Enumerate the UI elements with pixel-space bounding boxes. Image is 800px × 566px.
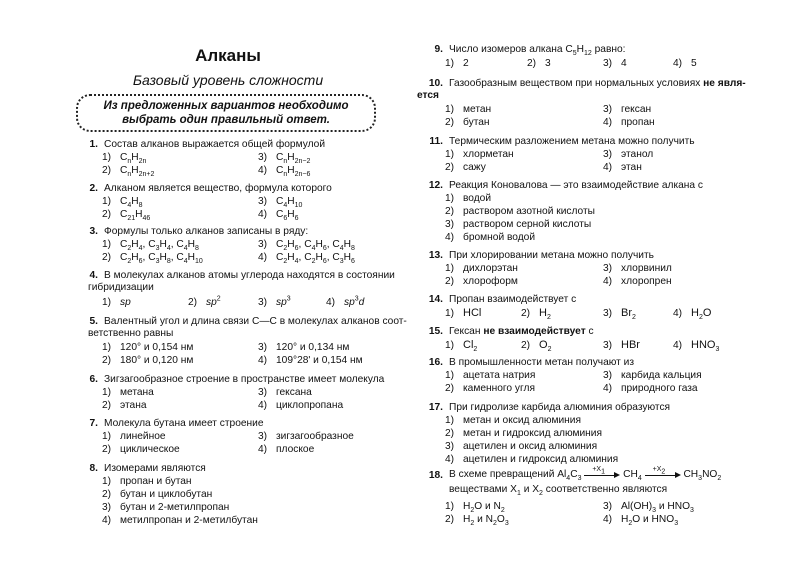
option-4 [603, 162, 642, 174]
option-2: 2) $O_2$ [521, 339, 552, 354]
option-label: 1) [445, 104, 455, 115]
option-label: 4) [673, 58, 683, 69]
option-value: хлорвинил [621, 263, 672, 274]
option-1: 1) $C_4H_8$ [102, 196, 143, 210]
option-2 [445, 206, 595, 218]
option-label: 1) [102, 297, 112, 308]
option-label: 1) [102, 342, 112, 353]
option-value: 5 [691, 58, 697, 69]
option-4: 4) $C_6H_6$ [258, 209, 299, 223]
question-text: Формулы только алканов записаны в ряду: [104, 226, 309, 237]
option-value: хлоропрен [621, 276, 672, 287]
question-text: Термическим разложением метана можно получить [449, 136, 695, 147]
question-text: При гидролизе карбида алюминия образуются [449, 402, 671, 413]
option-label: 3) [445, 219, 455, 230]
option-label: 1) [102, 387, 112, 398]
question-text-part: соответственно являются [545, 484, 668, 495]
question-14 [417, 294, 735, 322]
question-number: 9. [434, 44, 443, 55]
option-2 [445, 383, 535, 395]
option-1 [445, 263, 518, 275]
option-label: 1) [102, 196, 112, 207]
option-2 [102, 489, 212, 501]
option-value: зигзагообразное [276, 431, 354, 442]
option-value: бутан и циклобутан [120, 489, 213, 500]
option-value: бромной водой [463, 232, 536, 243]
instruction-line-1: Из предложенных вариантов необходимо [103, 100, 349, 112]
option-value: природного газа [621, 383, 698, 394]
question-text-continued: ветственно равны [88, 328, 174, 339]
question-13 [417, 250, 735, 290]
option-value: хлороформ [463, 276, 518, 287]
option-label: 4) [673, 308, 683, 319]
question-text [449, 78, 746, 91]
option-label: 4) [258, 165, 268, 176]
option-value: циклопропана [276, 400, 344, 411]
option-3: 3) $sp^3$ [258, 295, 291, 308]
question-number: 8. [89, 463, 98, 474]
option-label: 2) [102, 489, 112, 500]
option-value: ацетилен и гидроксид алюминия [463, 454, 619, 465]
question-text-part: и X [523, 484, 540, 495]
option-2: 2) $H_2$ [521, 307, 551, 322]
page-title: Алканы [195, 46, 261, 65]
option-3 [258, 431, 354, 443]
option-value: 180° и 0,120 нм [120, 355, 194, 366]
option-2 [445, 162, 486, 174]
option-label: 2) [188, 297, 198, 308]
option-value: бутан и 2-метилпропан [120, 502, 230, 513]
question-17 [417, 402, 735, 466]
option-4 [445, 232, 535, 244]
option-label: 4) [258, 252, 268, 263]
option-3 [603, 339, 640, 352]
option-2 [102, 444, 180, 456]
option-value: метан и гидроксид алюминия [463, 428, 603, 439]
option-label: 2) [445, 162, 455, 173]
option-label: 4) [603, 514, 613, 525]
option-label: 4) [258, 400, 268, 411]
option-4: 4) $C_nH_{2n-6}$ [258, 165, 311, 179]
question-number: 11. [429, 136, 443, 147]
question-text: Валентный угол и длина связи С—С в молекулах алканов соот- [104, 316, 407, 327]
option-label: 2) [102, 165, 112, 176]
question-number: 6. [89, 374, 98, 385]
option-2 [445, 276, 518, 288]
option-4 [102, 515, 258, 527]
question-text-end: с [588, 326, 594, 337]
question-text-end: равно: [594, 44, 626, 55]
option-label: 3) [603, 340, 613, 351]
question-text-part: Гексан [449, 326, 481, 337]
option-value: бутан [463, 117, 490, 128]
question-text: Число изомеров алкана $C_5H_{12}$ равно: [449, 44, 626, 58]
page-subtitle: Базовый уровень сложности [132, 72, 324, 88]
option-label: 4) [258, 355, 268, 366]
option-label: 1) [102, 431, 112, 442]
option-1 [102, 297, 131, 309]
question-18 [417, 466, 735, 542]
option-3 [603, 104, 651, 116]
option-3: 3) $C_2H_6$, $C_4H_6$, $C_4H_8$ [258, 239, 355, 253]
option-4 [603, 117, 655, 129]
option-3 [258, 387, 312, 399]
option-label: 4) [445, 454, 455, 465]
option-value: HBr [621, 339, 640, 351]
option-3: 3) $C_4H_{10}$ [258, 196, 303, 210]
option-3 [603, 58, 627, 70]
question-text: Изомерами являются [104, 463, 206, 474]
option-label: 3) [258, 342, 268, 353]
option-label: 2) [445, 117, 455, 128]
question-number: 14. [428, 294, 443, 305]
option-value: ацетилен и оксид алюминия [463, 441, 598, 452]
question-10 [417, 78, 746, 130]
question-number: 7. [89, 418, 98, 429]
option-label: 3) [603, 308, 613, 319]
option-label: 4) [326, 297, 336, 308]
option-label: 3) [258, 196, 268, 207]
option-label: 3) [603, 149, 613, 160]
option-3 [603, 370, 702, 382]
option-2: 2) $H_2$ и $N_2O_3$ [445, 514, 509, 528]
question-text-emphasis: не явля- [703, 78, 746, 89]
option-3: 3) $C_nH_{2n-2}$ [258, 152, 311, 166]
option-2: 2) $C_nH_{2n+2}$ [102, 165, 155, 179]
option-label: 2) [102, 252, 112, 263]
option-label: 1) [102, 476, 112, 487]
question-text: В промышленности метан получают из [449, 357, 635, 368]
option-4: 4) $sp^3d$ [326, 295, 365, 308]
option-label: 1) [102, 239, 112, 250]
option-label: 4) [102, 515, 112, 526]
option-label: 1) [445, 501, 455, 512]
question-number: 13. [428, 250, 443, 261]
question-text-part: В схеме превращений [449, 469, 555, 480]
option-label: 2) [527, 58, 537, 69]
option-value: сажу [463, 162, 486, 173]
option-2 [527, 58, 551, 70]
question-1 [72, 139, 384, 179]
option-label: 1) [445, 58, 455, 69]
option-value: гексан [621, 104, 652, 115]
option-3 [445, 219, 591, 231]
option-value: HCl [463, 307, 482, 319]
option-1 [445, 193, 491, 205]
option-4 [603, 276, 672, 288]
option-value: пропан [621, 117, 655, 128]
option-2 [102, 355, 193, 367]
option-label: 2) [102, 209, 112, 220]
question-text-continued: ется [417, 90, 439, 101]
option-value: каменного угля [463, 383, 535, 394]
question-text: Алканом является вещество, формула которого [104, 183, 332, 194]
option-value: 4 [621, 58, 627, 69]
option-value: раствором серной кислоты [463, 219, 592, 230]
option-value: метан и оксид алюминия [463, 415, 581, 426]
option-label: 2) [445, 276, 455, 287]
option-1: 1) $H_2O$ и $N_2$ [445, 501, 505, 515]
option-label: 2) [445, 428, 455, 439]
option-label: 3) [603, 370, 613, 381]
option-label: 3) [258, 387, 268, 398]
option-2 [445, 428, 602, 440]
option-1: 1) $C_2H_4$, $C_3H_4$, $C_4H_8$ [102, 239, 199, 253]
option-label: 2) [521, 308, 531, 319]
question-11 [417, 136, 735, 176]
question-text: При хлорировании метана можно получить [449, 250, 654, 261]
question-3 [72, 226, 384, 266]
option-label: 1) [445, 308, 455, 319]
question-text: В молекулах алканов атомы углерода находятся в состоянии [104, 270, 395, 281]
question-12 [417, 180, 735, 244]
option-value: этанол [621, 149, 654, 160]
reaction-arrow-1: $+X_1$ [584, 469, 620, 479]
question-text-part: веществами X [449, 484, 517, 495]
option-label: 4) [603, 117, 613, 128]
question-text: Реакция Коновалова — это взаимодействие алкана с [449, 180, 704, 191]
option-label: 2) [521, 340, 531, 351]
question-number: 17. [428, 402, 443, 413]
option-4 [258, 355, 363, 367]
option-label: 1) [445, 415, 455, 426]
option-value: 109°28' и 0,154 нм [276, 355, 363, 366]
option-value: этан [621, 162, 642, 173]
option-1 [445, 370, 535, 382]
question-7 [72, 418, 384, 458]
option-2: 2) $sp^2$ [188, 295, 221, 308]
option-1 [445, 307, 481, 320]
option-label: 3) [603, 58, 613, 69]
option-4: 4) $H_2O$ и $HNO_3$ [603, 514, 679, 528]
option-3: 3) $Al(OH)_3$ и $HNO_3$ [603, 501, 694, 515]
question-16 [417, 357, 735, 397]
question-number: 5. [89, 316, 98, 327]
option-1 [102, 387, 154, 399]
option-label: 2) [445, 514, 455, 525]
option-label: 3) [102, 502, 112, 513]
option-4: 4) $C_2H_4$, $C_2H_6$, $C_3H_6$ [258, 252, 355, 266]
question-number: 2. [89, 183, 98, 194]
question-text: Зигзагообразное строение в пространстве имеет молекула [104, 374, 385, 385]
question-15 [417, 326, 735, 354]
question-5 [72, 316, 407, 368]
option-value: 120° и 0,134 нм [276, 342, 350, 353]
option-4 [258, 400, 343, 412]
question-number: 1. [89, 139, 98, 150]
option-value: sp [120, 297, 131, 308]
option-value: 3 [545, 58, 551, 69]
option-label: 3) [258, 297, 268, 308]
question-number: 4. [89, 270, 98, 281]
option-value: циклическое [120, 444, 180, 455]
option-label: 2) [445, 206, 455, 217]
instruction-line-2: выбрать один правильный ответ. [122, 114, 330, 126]
option-value: метан [463, 104, 492, 115]
option-1: 1) $Cl_2$ [445, 339, 478, 354]
option-label: 3) [603, 501, 613, 512]
option-1: 1) $C_nH_{2n}$ [102, 152, 147, 166]
option-value: карбида кальция [621, 370, 702, 381]
option-label: 3) [445, 441, 455, 452]
option-label: 2) [445, 383, 455, 394]
option-4 [258, 444, 314, 456]
option-label: 4) [258, 444, 268, 455]
option-1 [102, 431, 166, 443]
question-text: Состав алканов выражается общей формулой [104, 139, 326, 150]
question-text-part: Число изомеров алкана [449, 44, 563, 55]
question-text-part: Газообразным веществом при нормальных условиях [449, 78, 701, 89]
question-number: 15. [428, 326, 443, 337]
instruction-box [76, 94, 376, 132]
option-value: плоское [276, 444, 315, 455]
option-label: 3) [258, 431, 268, 442]
instruction-text [78, 99, 374, 127]
question-number: 12. [428, 180, 443, 191]
question-text-continued: веществами $X_1$ и $X_2$ соответственно являются [449, 484, 668, 498]
option-1 [102, 476, 192, 488]
option-3 [603, 263, 672, 275]
question-text-continued: гибридизации [88, 282, 154, 293]
option-4 [673, 58, 697, 70]
option-label: 1) [445, 193, 455, 204]
option-value: хлорметан [463, 149, 514, 160]
question-text: Молекула бутана имеет строение [104, 418, 264, 429]
option-value: ацетата натрия [463, 370, 536, 381]
option-4: 4) $H_2O$ [673, 307, 712, 322]
option-label: 1) [445, 370, 455, 381]
option-label: 2) [102, 400, 112, 411]
option-1 [445, 104, 491, 116]
option-4: 4) $HNO_3$ [673, 339, 720, 354]
option-label: 1) [102, 152, 112, 163]
question-number: 10. [428, 78, 443, 89]
question-8 [72, 463, 384, 527]
option-value: раствором азотной кислоты [463, 206, 595, 217]
option-label: 1) [445, 149, 455, 160]
option-value: метилпропан и 2-метилбутан [120, 515, 258, 526]
option-label: 4) [603, 383, 613, 394]
question-number: 18. [428, 470, 443, 481]
option-value: 2 [463, 58, 469, 69]
option-label: 3) [603, 263, 613, 274]
question-9 [417, 44, 735, 72]
option-1 [102, 342, 193, 354]
option-label: 4) [603, 162, 613, 173]
question-text: В схеме превращений $Al_4C_3$ $+X_1$ $CH_4$ $+X_2$ $CH_3NO_2$ [449, 466, 722, 483]
option-label: 4) [603, 276, 613, 287]
question-number: 3. [89, 226, 98, 237]
option-2 [102, 400, 146, 412]
option-label: 3) [258, 152, 268, 163]
question-text: Пропан взаимодействует с [449, 294, 577, 305]
option-value: метана [120, 387, 154, 398]
option-1 [445, 149, 514, 161]
option-label: 4) [258, 209, 268, 220]
option-value: пропан и бутан [120, 476, 192, 487]
option-value: водой [463, 193, 492, 204]
option-2 [445, 117, 490, 129]
option-value: дихлорэтан [463, 263, 518, 274]
option-label: 2) [102, 355, 112, 366]
option-3 [102, 502, 229, 514]
question-4 [72, 270, 395, 310]
option-2: 2) $C_{21}H_{46}$ [102, 209, 151, 223]
option-value: линейное [120, 431, 166, 442]
option-value: этана [120, 400, 147, 411]
option-3: 3) $Br_2$ [603, 307, 636, 322]
option-label: 3) [258, 239, 268, 250]
option-1 [445, 415, 581, 427]
option-3 [445, 441, 597, 453]
option-value: гексана [276, 387, 312, 398]
option-label: 4) [445, 232, 455, 243]
reaction-arrow-2: $+X_2$ [645, 469, 681, 479]
option-3 [603, 149, 653, 161]
option-4 [603, 383, 698, 395]
option-label: 1) [445, 263, 455, 274]
option-label: 4) [673, 340, 683, 351]
question-2 [72, 183, 384, 223]
option-label: 2) [102, 444, 112, 455]
question-text [449, 326, 594, 339]
option-1 [445, 58, 469, 70]
question-6 [72, 374, 384, 414]
option-label: 1) [445, 340, 455, 351]
question-number: 16. [428, 357, 443, 368]
option-3 [258, 342, 349, 354]
option-label: 3) [603, 104, 613, 115]
question-text-emphasis: не взаимодействует [483, 326, 586, 337]
option-2: 2) $C_2H_6$, $C_3H_8$, $C_4H_{10}$ [102, 252, 203, 266]
option-value: 120° и 0,154 нм [120, 342, 194, 353]
